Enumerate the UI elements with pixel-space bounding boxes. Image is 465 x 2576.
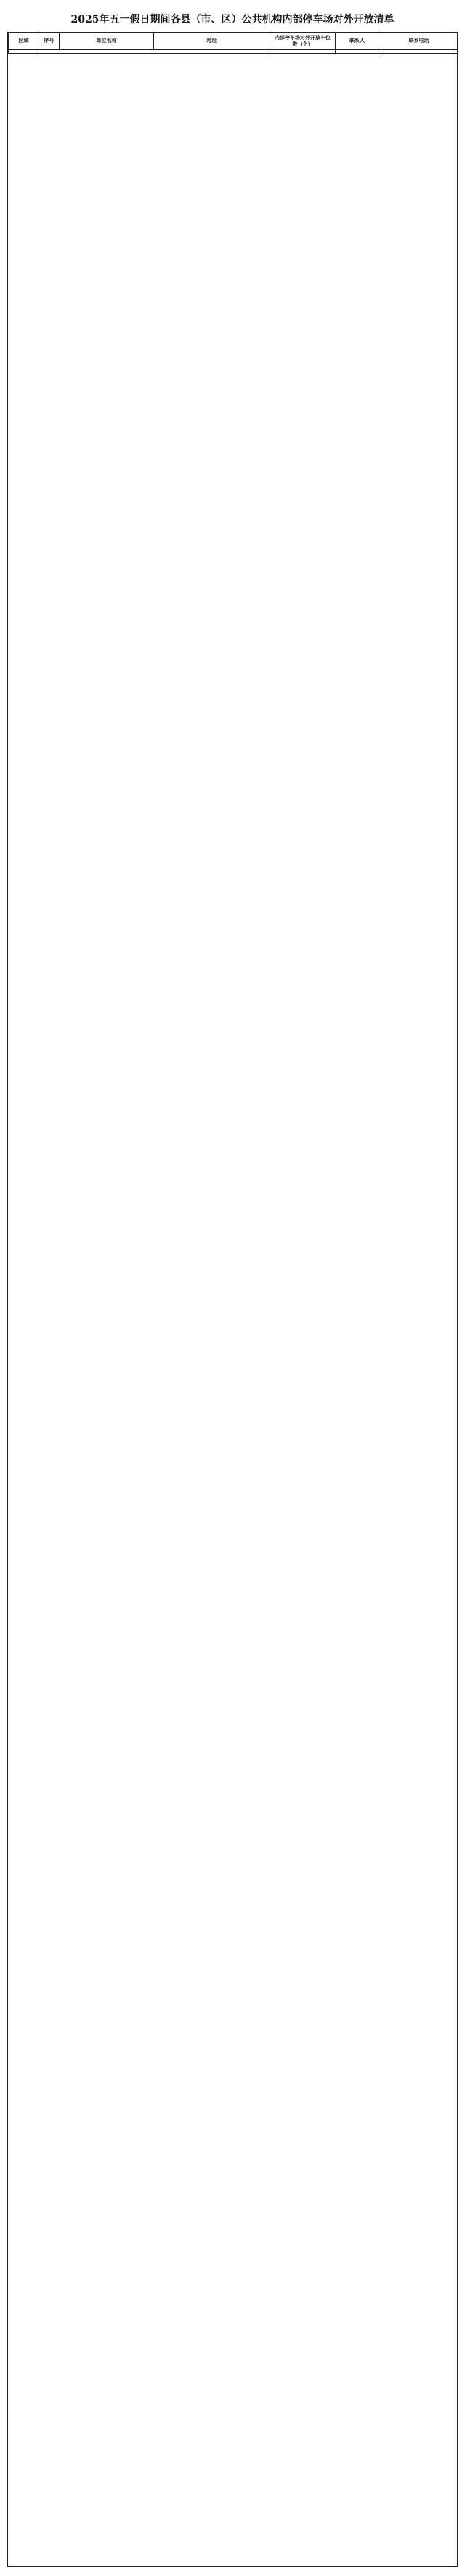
header-district: 区域 [9,33,39,50]
total-count [39,49,270,53]
document-title: 2025年五一假日期间各县（市、区）公共机构内部停车场对外开放清单 [70,14,395,25]
table-header [9,33,458,50]
total-label [9,49,39,53]
total-empty-contact [336,49,379,53]
header-contact: 联系人 [336,33,379,50]
total-empty-phone [379,49,458,53]
header-row [9,33,458,50]
total-spaces [270,49,336,53]
header-phone: 联系电话 [379,33,458,50]
total-row [9,49,458,53]
table-footer [9,49,458,53]
header-index: 序号 [39,33,60,50]
header-unit: 单位名称 [60,33,154,50]
table-container[interactable] [7,32,458,2567]
header-spaces: 内部停车场对外开放车位数（个） [270,33,336,50]
parking-table [8,33,458,54]
header-address: 地址 [154,33,270,50]
